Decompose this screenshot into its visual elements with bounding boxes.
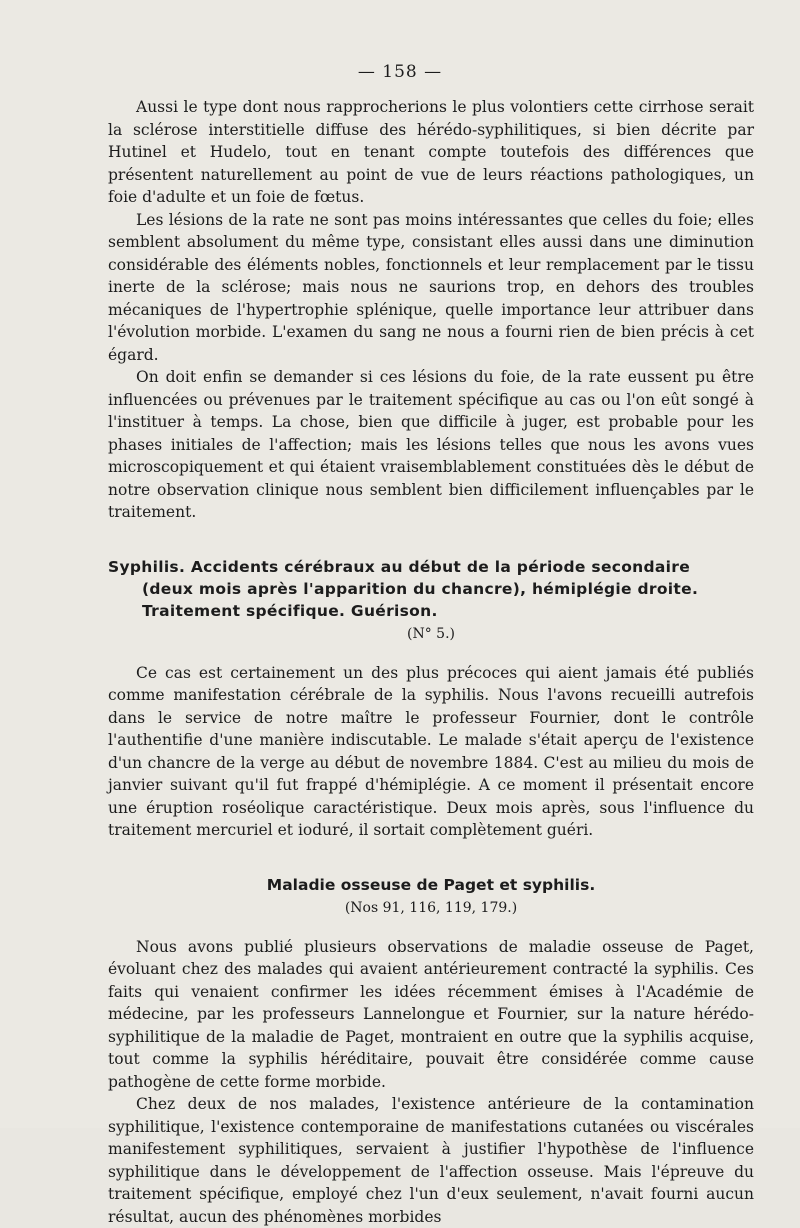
section-heading-line: (deux mois après l'apparition du chancre), hémiplégie droite. bbox=[142, 579, 699, 598]
paragraph: On doit enfin se demander si ces lésions du foie, de la rate eussent pu être influencées ou prévenues par le traitement spécifique au cas ou l'on eût songé à l'instituer à temps. La chose, bien que difficile à juger, est probable pour les phases initiales de l'affection; mais les lésions telles que nous les avons vues microscopiquement et qui étaient vraisemblablement constituées dès le début de notre observation clinique nous semblent bien difficilement influençables par le traitement. bbox=[108, 368, 754, 521]
section-spacer bbox=[108, 842, 754, 874]
section-paget-heading bbox=[108, 874, 754, 918]
page-number: — 158 — bbox=[357, 62, 443, 82]
section-heading-line: Traitement spécifique. Guérison. bbox=[142, 601, 438, 620]
section-spacer bbox=[108, 918, 754, 936]
paragraph: Ce cas est certainement un des plus précoces qui aient jamais été publiés comme manifestation cérébrale de la syphilis. Nous l'avons recueilli autrefois dans le service de notre maître le professeur Fournier, dont le contrôle l'authentifie d'une manière indiscutable. Le malade s'était aperçu de l'existence d'un chancre de la verge au début de novembre 1884. C'est au milieu du mois de janvier suivant qu'il fut frappé d'hémiplégie. A ce moment il présentait encore une éruption roséolique caractéristique. Deux mois après, sous l'influence du traitement mercuriel et ioduré, il sortait complètement guéri. bbox=[108, 663, 754, 839]
section-spacer bbox=[108, 644, 754, 662]
section-syphilis-heading bbox=[108, 556, 754, 644]
paragraph: Les lésions de la rate ne sont pas moins intéressantes que celles du foie; elles semblent absolument du même type, consistant elles aussi dans une diminution considérable des éléments nobles, fonctionnels et leur remplacement par le tissu inerte de la sclérose; mais nous ne saurions trop, en dehors des troubles mécaniques de l'hypertrophie splénique, quelle importance leur attribuer dans l'évolution morbide. L'examen du sang ne nous a fourni rien de bien précis à cet égard. bbox=[108, 210, 754, 364]
case-reference: (Nos 91, 116, 119, 179.) bbox=[344, 899, 518, 916]
paragraph: Chez deux de nos malades, l'existence antérieure de la contamination syphilitique, l'existence contemporaine de manifestations cutanées ou viscérales manifestement syphilitiques, servaient à justifier l'hypothèse de l'influence syphilitique dans le développement de l'affection osseuse. Mais l'épreuve du traitement spécifique, employé chez l'un d'eux seulement, n'avait fourni aucun résultat, aucun des phénomènes morbides bbox=[108, 1095, 754, 1226]
section-spacer bbox=[108, 524, 754, 556]
page-body bbox=[108, 96, 754, 1228]
paragraph: Aussi le type dont nous rapprocherions le plus volontiers cette cirrhose serait la sclérose interstitielle diffuse des hérédo-syphilitiques, si bien décrite par Hutinel et Hudelo, tout en tenant compte toutefois des différences que présentent naturellement au point de vue de leurs réactions pathologiques, un foie d'adulte et un foie de fœtus. bbox=[108, 98, 754, 206]
paragraph: Nous avons publié plusieurs observations de maladie osseuse de Paget, évoluant chez des malades qui avaient antérieurement contracté la syphilis. Ces faits qui venaient confirmer les idées récemment émises à l'Académie de médecine, par les professeurs Lannelongue et Fournier, sur la nature hérédo-syphilitique de la maladie de Paget, montraient en outre que la syphilis acquise, tout comme la syphilis héréditaire, pouvait être considérée comme cause pathogène de cette forme morbide. bbox=[108, 937, 754, 1091]
case-reference: (N° 5.) bbox=[407, 625, 455, 642]
section-heading-line: Syphilis. Accidents cérébraux au début de la période secondaire bbox=[108, 557, 691, 576]
section-heading: Maladie osseuse de Paget et syphilis. bbox=[266, 875, 596, 894]
